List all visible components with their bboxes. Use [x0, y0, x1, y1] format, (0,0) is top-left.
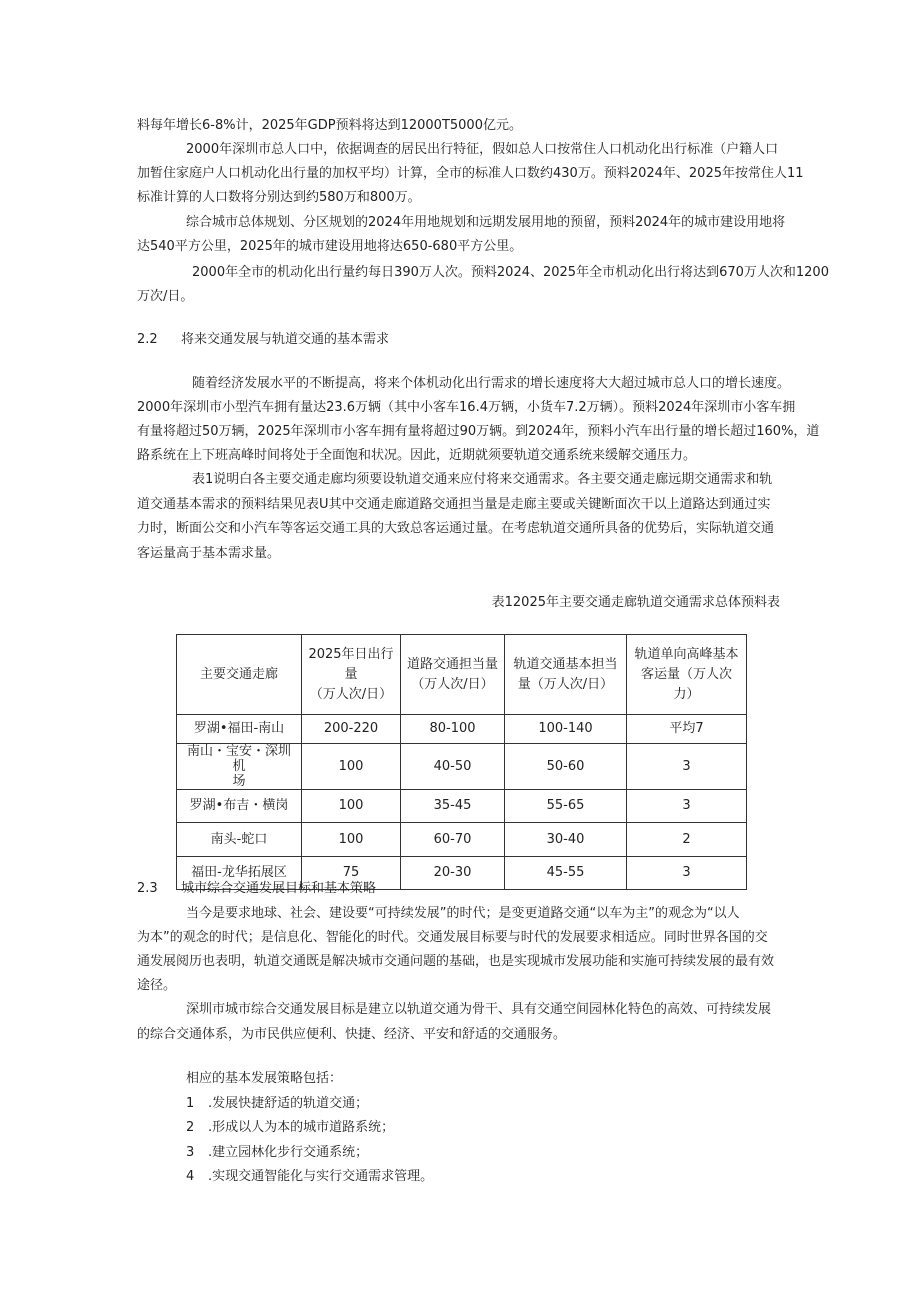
- list-text: .发展快捷舒适的轨道交通；: [208, 1096, 369, 1111]
- table-header-row: [177, 635, 747, 715]
- header-cell: 轨道单向高峰基本 客运量（万人次 力）: [627, 635, 747, 715]
- list-number: 3: [186, 1145, 195, 1160]
- table-cell: 50-60: [505, 744, 627, 790]
- header-cell: 轨道交通基本担当 量（万人次/日）: [505, 635, 627, 715]
- corridor-demand-table: [176, 634, 747, 890]
- body-line: 道交通基本需求的预料结果见表U其中交通走廊道路交通担当量是走廊主要或关键断面次干以上道路达到通过实: [137, 497, 771, 512]
- list-text: .建立园林化步行交通系统；: [208, 1145, 369, 1160]
- body-line: 有量将超过50万辆，2025年深圳市小客车拥有量将超过90万辆。到2024年，预料小汽车出行量的增长超过160%，道: [137, 424, 820, 439]
- body-line: 表1说明白各主要交通走廊均须要设轨道交通来应付将来交通需求。各主要交通走廊远期交通需求和轨: [192, 472, 773, 487]
- intro-line: 达540平方公里，2025年的城市建设用地将达650-680平方公里。: [137, 239, 523, 254]
- list-item: [186, 1095, 368, 1113]
- header-cell: 2025年日出行量 （万人次/日）: [302, 635, 401, 715]
- section-heading-2-2: [137, 331, 389, 349]
- list-item: [186, 1119, 394, 1137]
- header-cell: 道路交通担当量 （万人次/日）: [401, 635, 505, 715]
- body-line: 的综合交通体系，为市民供应便利、快捷、经济、平安和舒适的交通服务。: [137, 1027, 567, 1042]
- table-cell: 80-100: [401, 715, 505, 744]
- intro-line: 综合城市总体规划、分区规划的2024年用地规划和远期发展用地的预留，预料2024年的城市建设用地将: [186, 215, 786, 230]
- table-cell: 55-65: [505, 790, 627, 823]
- table-cell: 2: [627, 823, 747, 857]
- table-cell: 20-30: [401, 857, 505, 890]
- intro-line: 2000年全市的机动化出行量约每日390万人次。预料2024、2025年全市机动化出行将达到670万人次和1200: [192, 265, 829, 280]
- list-number: 1: [186, 1096, 195, 1111]
- section-number: 2.2: [137, 332, 158, 347]
- body-line: 通发展阅历也表明，轨道交通既是解决城市交通问题的基础，也是实现城市发展功能和实施可持续发展的最有效: [137, 954, 775, 969]
- table-row: [177, 790, 747, 823]
- body-line: 路系统在上下班高峰时间将处于全面饱和状况。因此，近期就须要轨道交通系统来缓解交通压力。: [137, 448, 697, 463]
- table-cell: 罗湖•布吉・横岗: [177, 790, 302, 823]
- list-text: .实现交通智能化与实行交通需求管理。: [208, 1169, 434, 1184]
- table-cell: 100: [302, 790, 401, 823]
- intro-line: 万次/日。: [137, 289, 194, 304]
- intro-line: 2000年深圳市总人口中，依据调查的居民出行特征，假如总人口按常住人口机动化出行标准（户籍人口: [186, 142, 779, 157]
- section-title: 城市综合交通发展目标和基本策略: [181, 881, 377, 896]
- list-item: [186, 1168, 433, 1186]
- table-cell: 100: [302, 823, 401, 857]
- body-line: 深圳市城市综合交通发展目标是建立以轨道交通为骨干、具有交通空间园林化特色的高效、可持续发展: [186, 1002, 772, 1017]
- table-cell: 3: [627, 744, 747, 790]
- table-cell: 75: [302, 857, 401, 890]
- body-line: 随着经济发展水平的不断提高，将来个体机动化出行需求的增长速度将大大超过城市总人口的增长速度。: [192, 376, 791, 391]
- table-cell: 35-45: [401, 790, 505, 823]
- intro-line: 标准计算的人口数将分别达到约580万和800万。: [137, 190, 421, 205]
- intro-line: 料每年增长6-8%计，2025年GDP预料将达到12000T5000亿元。: [137, 118, 522, 133]
- body-line: 为本”的观念的时代；是信息化、智能化的时代。交通发展目标要与时代的发展要求相适应。同时世界各国的交: [137, 930, 768, 945]
- list-number: 2: [186, 1120, 195, 1135]
- table-cell: 40-50: [401, 744, 505, 790]
- table-cell: 3: [627, 857, 747, 890]
- list-item: [186, 1144, 368, 1162]
- table-cell: 福田-龙华拓展区: [177, 857, 302, 890]
- list-text: .形成以人为本的城市道路系统；: [208, 1120, 395, 1135]
- table-cell: 罗湖•福田-南山: [177, 715, 302, 744]
- table-cell: 30-40: [505, 823, 627, 857]
- table-cell: 南头-蛇口: [177, 823, 302, 857]
- body-line: 力时，断面公交和小汽车等客运交通工具的大致总客运通过量。在考虑轨道交通所具备的优势后，实际轨道交通: [137, 521, 775, 536]
- intro-line: 加暂住家庭户人口机动化出行量的加权平均）计算，全市的标准人口数约430万。预料2024年、2025年按常住人11: [137, 166, 804, 181]
- table-row: [177, 744, 747, 790]
- table-cell: 60-70: [401, 823, 505, 857]
- body-line: 当今是要求地球、社会、建设要“可持续发展”的时代；是变更道路交通“以车为主”的观念为“以人: [186, 906, 740, 921]
- table-cell: 45-55: [505, 857, 627, 890]
- table-cell: 100-140: [505, 715, 627, 744]
- body-line: 途径。: [137, 978, 177, 993]
- table-cell: 200-220: [302, 715, 401, 744]
- body-line: 客运量高于基本需求量。: [137, 546, 281, 561]
- table-row: [177, 715, 747, 744]
- list-number: 4: [186, 1169, 195, 1184]
- body-line: 2000年深圳市小型汽车拥有量达23.6万辆（其中小客车16.4万辆，小货车7.2万辆）。预料2024年深圳市小客车拥: [137, 400, 796, 415]
- table-caption: 表12025年主要交通走廊轨道交通需求总体预料表: [491, 595, 780, 610]
- table-row: [177, 823, 747, 857]
- table-cell: 平均7: [627, 715, 747, 744]
- header-cell: 主要交通走廊: [177, 635, 302, 715]
- table-cell: 南山・宝安・深圳机 场: [177, 744, 302, 790]
- table-cell: 3: [627, 790, 747, 823]
- section-number: 2.3: [137, 881, 158, 896]
- strategy-intro: 相应的基本发展策略包括：: [186, 1071, 343, 1086]
- table-cell: 100: [302, 744, 401, 790]
- section-heading-2-3: [137, 880, 376, 898]
- section-title: 将来交通发展与轨道交通的基本需求: [181, 332, 390, 347]
